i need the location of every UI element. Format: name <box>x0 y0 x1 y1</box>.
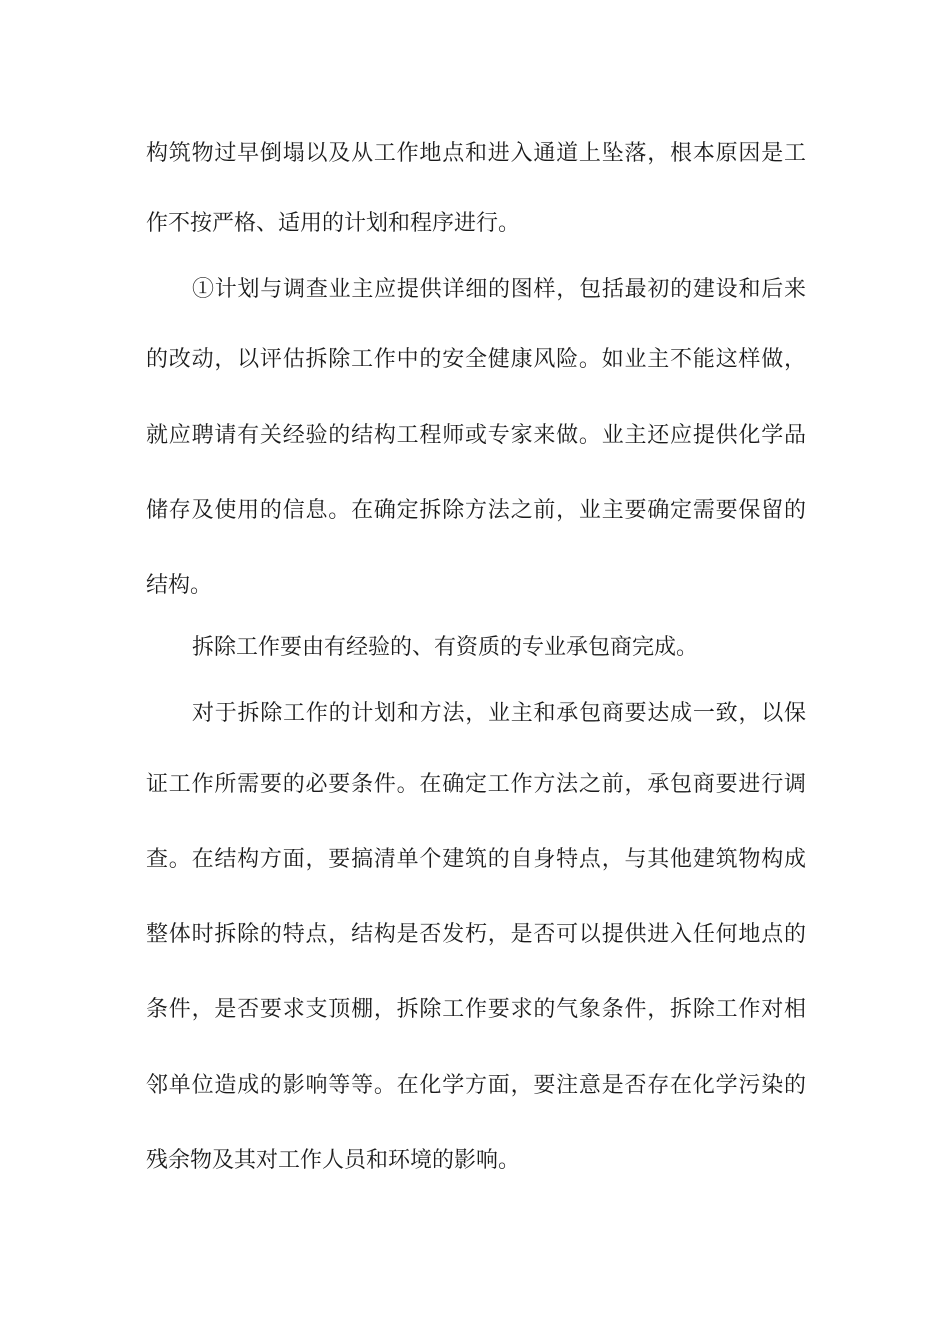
paragraph-4-line-7: 残余物及其对工作人员和环境的影响。 <box>146 1148 521 1173</box>
paragraph-2-line-5: 结构。 <box>146 573 213 598</box>
paragraph-4-line-6: 邻单位造成的影响等等。在化学方面，要注意是否存在化学污染的 <box>146 1073 806 1098</box>
paragraph-2-line-3: 就应聘请有关经验的结构工程师或专家来做。业主还应提供化学品 <box>146 423 806 448</box>
paragraph-1-line-2: 作不按严格、适用的计划和程序进行。 <box>146 211 521 236</box>
paragraph-4-line-2: 证工作所需要的必要条件。在确定工作方法之前，承包商要进行调 <box>146 772 806 797</box>
paragraph-2-line-1: ①计划与调查业主应提供详细的图样，包括最初的建设和后来 <box>192 277 806 302</box>
paragraph-1-line-1: 构筑物过早倒塌以及从工作地点和进入通道上坠落，根本原因是工 <box>146 141 806 166</box>
paragraph-4-line-1: 对于拆除工作的计划和方法，业主和承包商要达成一致，以保 <box>192 701 806 726</box>
paragraph-4-line-3: 查。在结构方面，要搞清单个建筑的自身特点，与其他建筑物构成 <box>146 847 806 872</box>
paragraph-4-line-5: 条件，是否要求支顶棚，拆除工作要求的气象条件，拆除工作对相 <box>146 997 806 1022</box>
paragraph-2-line-4: 储存及使用的信息。在确定拆除方法之前，业主要确定需要保留的 <box>146 498 806 523</box>
paragraph-2-line-2: 的改动，以评估拆除工作中的安全健康风险。如业主不能这样做， <box>146 347 806 372</box>
paragraph-4-line-4: 整体时拆除的特点，结构是否发朽，是否可以提供进入任何地点的 <box>146 922 806 947</box>
paragraph-3-line-1: 拆除工作要由有经验的、有资质的专业承包商完成。 <box>192 635 699 660</box>
